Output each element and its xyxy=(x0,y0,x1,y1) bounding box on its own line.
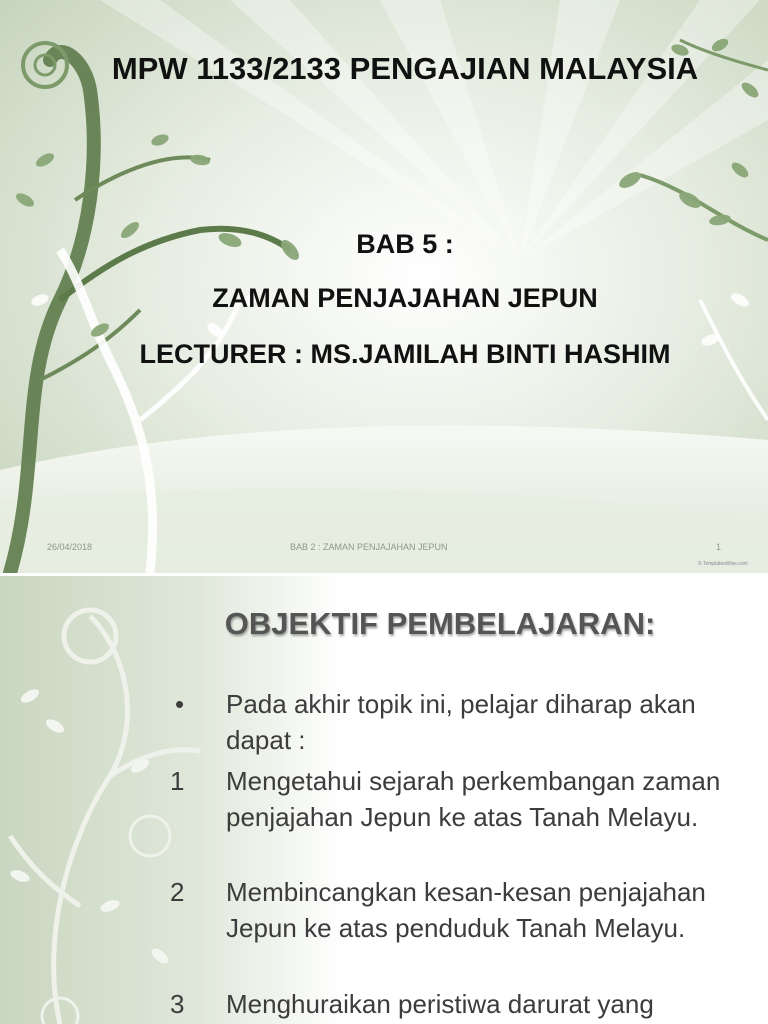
list-item-text: Mengetahui sejarah perkembangan zaman penjajahan Jepun ke atas Tanah Melayu. xyxy=(226,766,721,832)
chapter-label: BAB 5 : xyxy=(356,229,454,259)
list-item xyxy=(170,874,750,982)
bullet-marker: • xyxy=(175,689,185,719)
number-marker: 2 xyxy=(170,877,185,907)
list-item-text: Menghuraikan peristiwa darurat yang xyxy=(226,989,654,1019)
list-item xyxy=(170,763,750,871)
objectives-slide xyxy=(0,576,768,1024)
topic-label: ZAMAN PENJAJAHAN JEPUN xyxy=(212,283,598,313)
list-item-text: Pada akhir topik ini, pelajar diharap akan dapat : xyxy=(226,689,696,755)
list-item xyxy=(170,686,750,758)
footer-date: 26/04/2018 xyxy=(47,542,93,552)
footer-title: BAB 2 : ZAMAN PENJAJAHAN JEPUN xyxy=(290,542,448,552)
number-marker: 3 xyxy=(170,989,185,1019)
footer-page-number: 1 xyxy=(716,542,722,552)
lecturer-label: LECTURER : MS.JAMILAH BINTI HASHIM xyxy=(139,339,671,369)
template-credit: © TemplatesWise.com xyxy=(698,561,748,567)
number-marker: 1 xyxy=(170,766,185,796)
slide-title: OBJEKTIF PEMBELAJARAN: xyxy=(224,606,656,641)
list-item-text: Membincangkan kesan-kesan penjajahan Jepun ke atas penduduk Tanah Melayu. xyxy=(226,877,706,943)
list-item xyxy=(170,986,750,1024)
slide-title: MPW 1133/2133 PENGAJIAN MALAYSIA xyxy=(111,51,699,86)
